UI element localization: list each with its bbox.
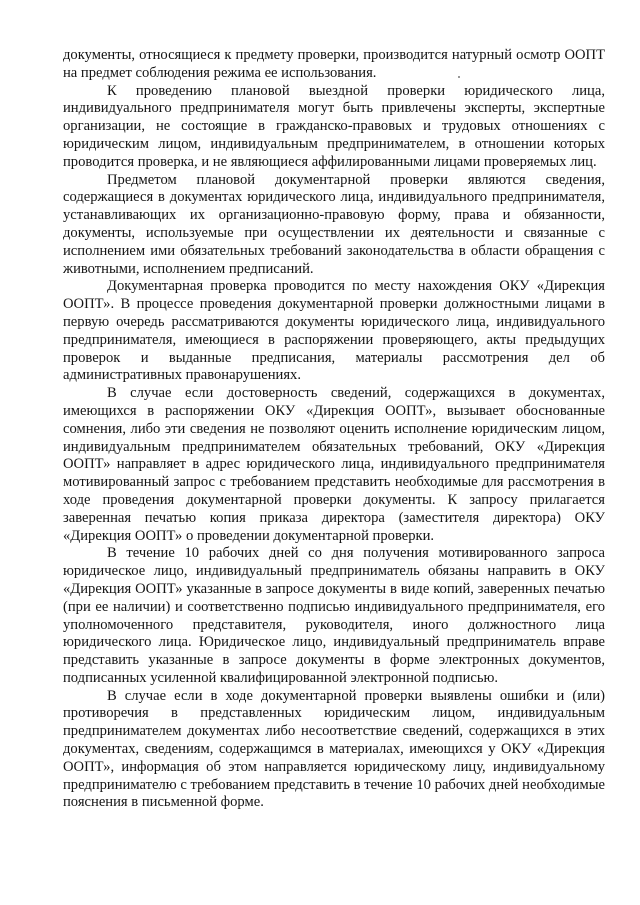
scan-speck xyxy=(458,76,460,78)
paragraph-documentary-check-location: Документарная проверка проводится по месту нахождения ОКУ «Дирекция ООПТ». В процессе проведения документарной проверки должностными лицами в первую очередь рассматриваются документы юридического лица, индивидуального предпринимателя, имеющиеся в распоряжении проверяющего, акты предыдущих проверок и выданные предписания, материалы рассмотрения дел об административных правонарушениях. xyxy=(63,278,605,384)
paragraph-motivated-request: В случае если достоверность сведений, содержащихся в документах, имеющихся в распоряжении ОКУ «Дирекция ООПТ», вызывает обоснованные сомнения, либо эти сведения не позволяют оценить исполнение юридическим лицом, индивидуальным предпринимателем обязательных требований, ОКУ «Дирекция ООПТ» направляет в адрес юридического лица, индивидуального предпринимателя мотивированный запрос с требованием представить необходимые для рассмотрения в ходе проведения документарной проверки документы. К запросу прилагается заверенная печатью копия приказа директора (заместителя директора) ОКУ «Дирекция ООПТ» о проведении документарной проверки. xyxy=(63,385,605,544)
paragraph-continuation: документы, относящиеся к предмету проверки, производится натурный осмотр ООПТ на предмет соблюдения режима ее использования. xyxy=(63,47,605,81)
paragraph-errors-and-contradictions: В случае если в ходе документарной проверки выявлены ошибки и (или) противоречия в представленных юридическим лицом, индивидуальным предпринимателем документах либо несоответствие сведений, содержащихся в этих документах, сведениям, содержащимся в материалах, имеющихся у ОКУ «Дирекция ООПТ», информация об этом направляется юридическому лицу, индивидуальному предпринимателю с требованием представить в течение 10 рабочих дней необходимые пояснения в письменной форме. xyxy=(63,687,605,811)
paragraph-subject-of-documentary-check: Предметом плановой документарной проверки являются сведения, содержащиеся в документах юридического лица, индивидуального предпринимателя, устанавливающих их организационно-правовую форму, права и обязанности, документы, используемые при осуществлении их деятельности и связанные с исполнением ими обязательных требований законодательства в области обращения с животными, исполнением предписаний. xyxy=(63,171,605,277)
document-page xyxy=(63,47,605,812)
paragraph-experts: К проведению плановой выездной проверки юридического лица, индивидуального предпринимателя могут быть привлечены эксперты, экспертные организации, не состоящие в гражданско-правовых и трудовых отношениях с юридическим лицом, индивидуальным предпринимателем, в отношении которых проводится проверка, и не являющиеся аффилированными лицами проверяемых лиц. xyxy=(63,82,605,170)
paragraph-ten-working-days: В течение 10 рабочих дней со дня получения мотивированного запроса юридическое лицо, индивидуальный предприниматель обязаны направить в ОКУ «Дирекция ООПТ» указанные в запросе документы в виде копий, заверенных печатью (при ее наличии) и соответственно подписью индивидуального предпринимателя, его уполномоченного представителя, руководителя, иного должностного лица юридического лица. Юридическое лицо, индивидуальный предприниматель вправе представить указанные в запросе документы в форме электронных документов, подписанных усиленной квалифицированной электронной подписью. xyxy=(63,545,605,686)
